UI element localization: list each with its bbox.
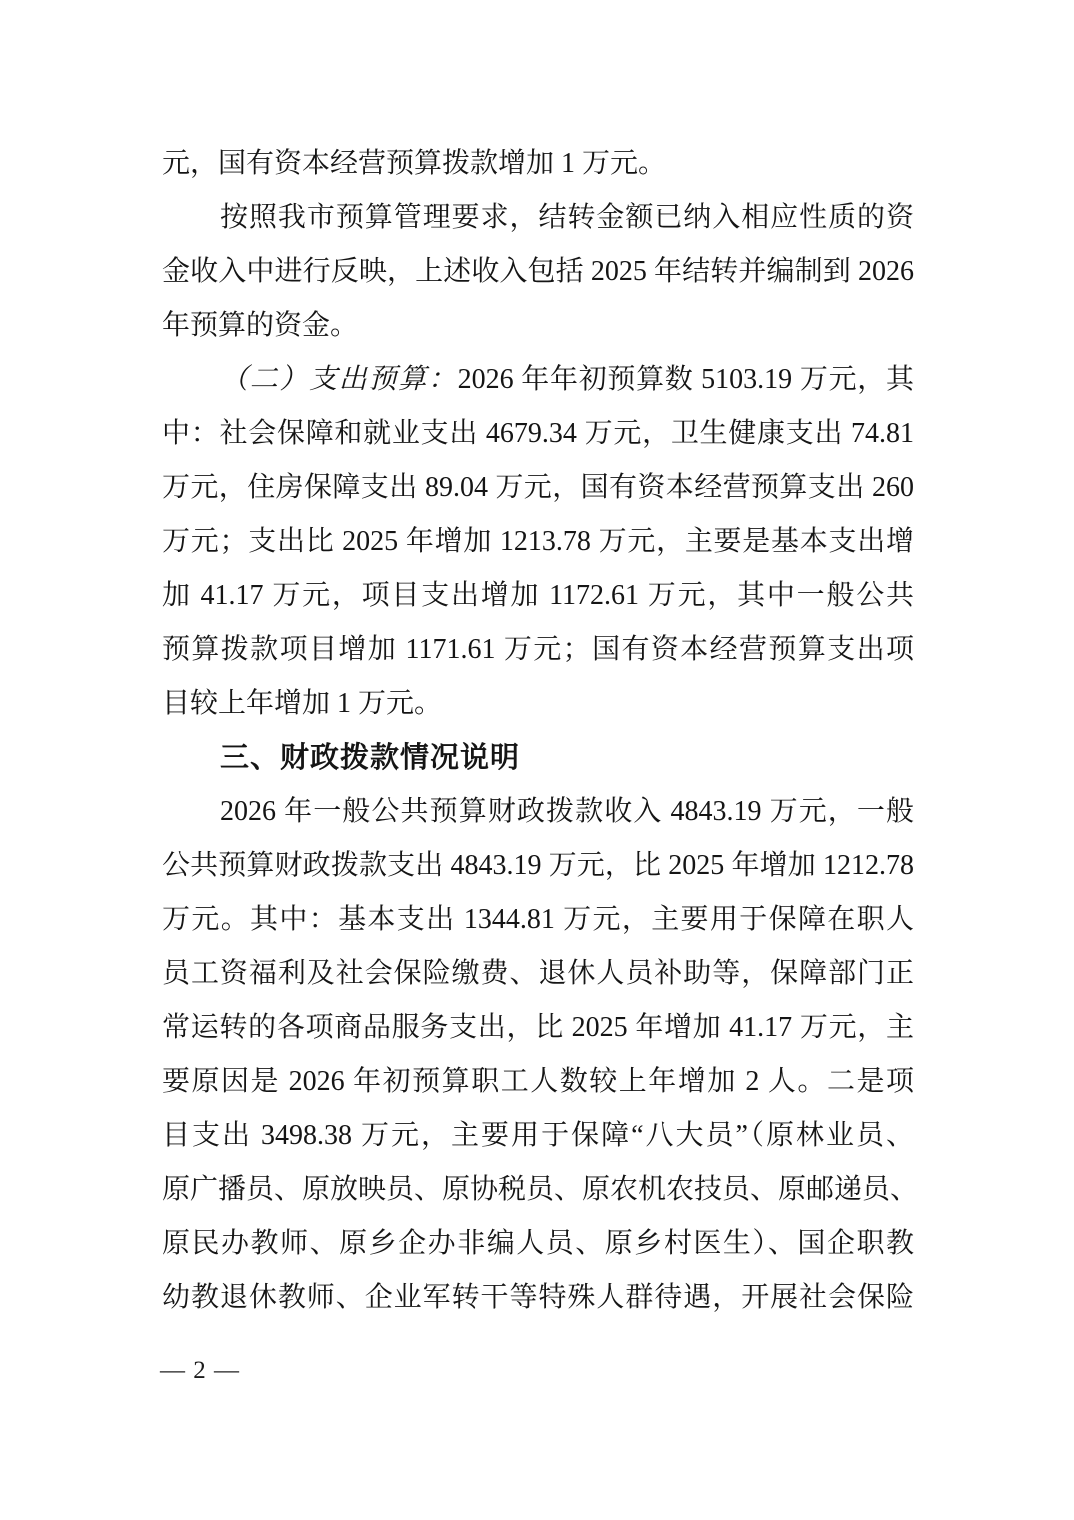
text-line: 万元，住房保障支出 89.04 万元，国有资本经营预算支出 260	[162, 472, 914, 503]
section-heading: 三、财政拨款情况说明	[220, 742, 521, 774]
text-line: 预算拨款项目增加 1171.61 万元；国有资本经营预算支出项	[162, 634, 914, 665]
text-line: 公共预算财政拨款支出 4843.19 万元，比 2025 年增加 1212.78	[162, 850, 914, 881]
text-line: 常运转的各项商品服务支出，比 2025 年增加 41.17 万元，主	[162, 1012, 914, 1043]
text-line: 万元；支出比 2025 年增加 1213.78 万元，主要是基本支出增	[162, 526, 914, 557]
text-line: 年预算的资金。	[162, 310, 359, 341]
text-line: 原民办教师、原乡企办非编人员、原乡村医生）、国企职教	[162, 1228, 914, 1259]
text-line: 元，国有资本经营预算拨款增加 1 万元。	[162, 148, 667, 179]
text-line: 2026 年一般公共预算财政拨款收入 4843.19 万元，一般	[220, 796, 914, 827]
text-line: 要原因是 2026 年初预算职工人数较上年增加 2 人。二是项	[162, 1066, 914, 1097]
paragraph-lead: （二）支出预算：	[220, 364, 458, 395]
text-line: 中：社会保障和就业支出 4679.34 万元，卫生健康支出 74.81	[162, 418, 914, 449]
text-line: 按照我市预算管理要求，结转金额已纳入相应性质的资	[220, 202, 914, 233]
text-block	[162, 137, 919, 1325]
text-line: 目较上年增加 1 万元。	[162, 688, 443, 719]
page-number: — 2 —	[160, 1357, 240, 1384]
text-line: 员工资福利及社会保险缴费、退休人员补助等，保障部门正	[162, 958, 914, 989]
text-line: 幼教退休教师、企业军转干等特殊人群待遇，开展社会保险	[162, 1282, 914, 1313]
text-line: 原广播员、原放映员、原协税员、原农机农技员、原邮递员、	[162, 1174, 919, 1205]
text-line-rest: 2026 年年初预算数 5103.19 万元，其	[457, 364, 914, 395]
text-line	[162, 353, 914, 407]
text-line: 加 41.17 万元，项目支出增加 1172.61 万元，其中一般公共	[162, 580, 914, 611]
text-line: 万元。其中：基本支出 1344.81 万元，主要用于保障在职人	[162, 904, 914, 935]
text-line: 金收入中进行反映，上述收入包括 2025 年结转并编制到 2026	[162, 256, 914, 287]
text-line: 目支出 3498.38 万元，主要用于保障“八大员”（原林业员、	[162, 1120, 914, 1151]
